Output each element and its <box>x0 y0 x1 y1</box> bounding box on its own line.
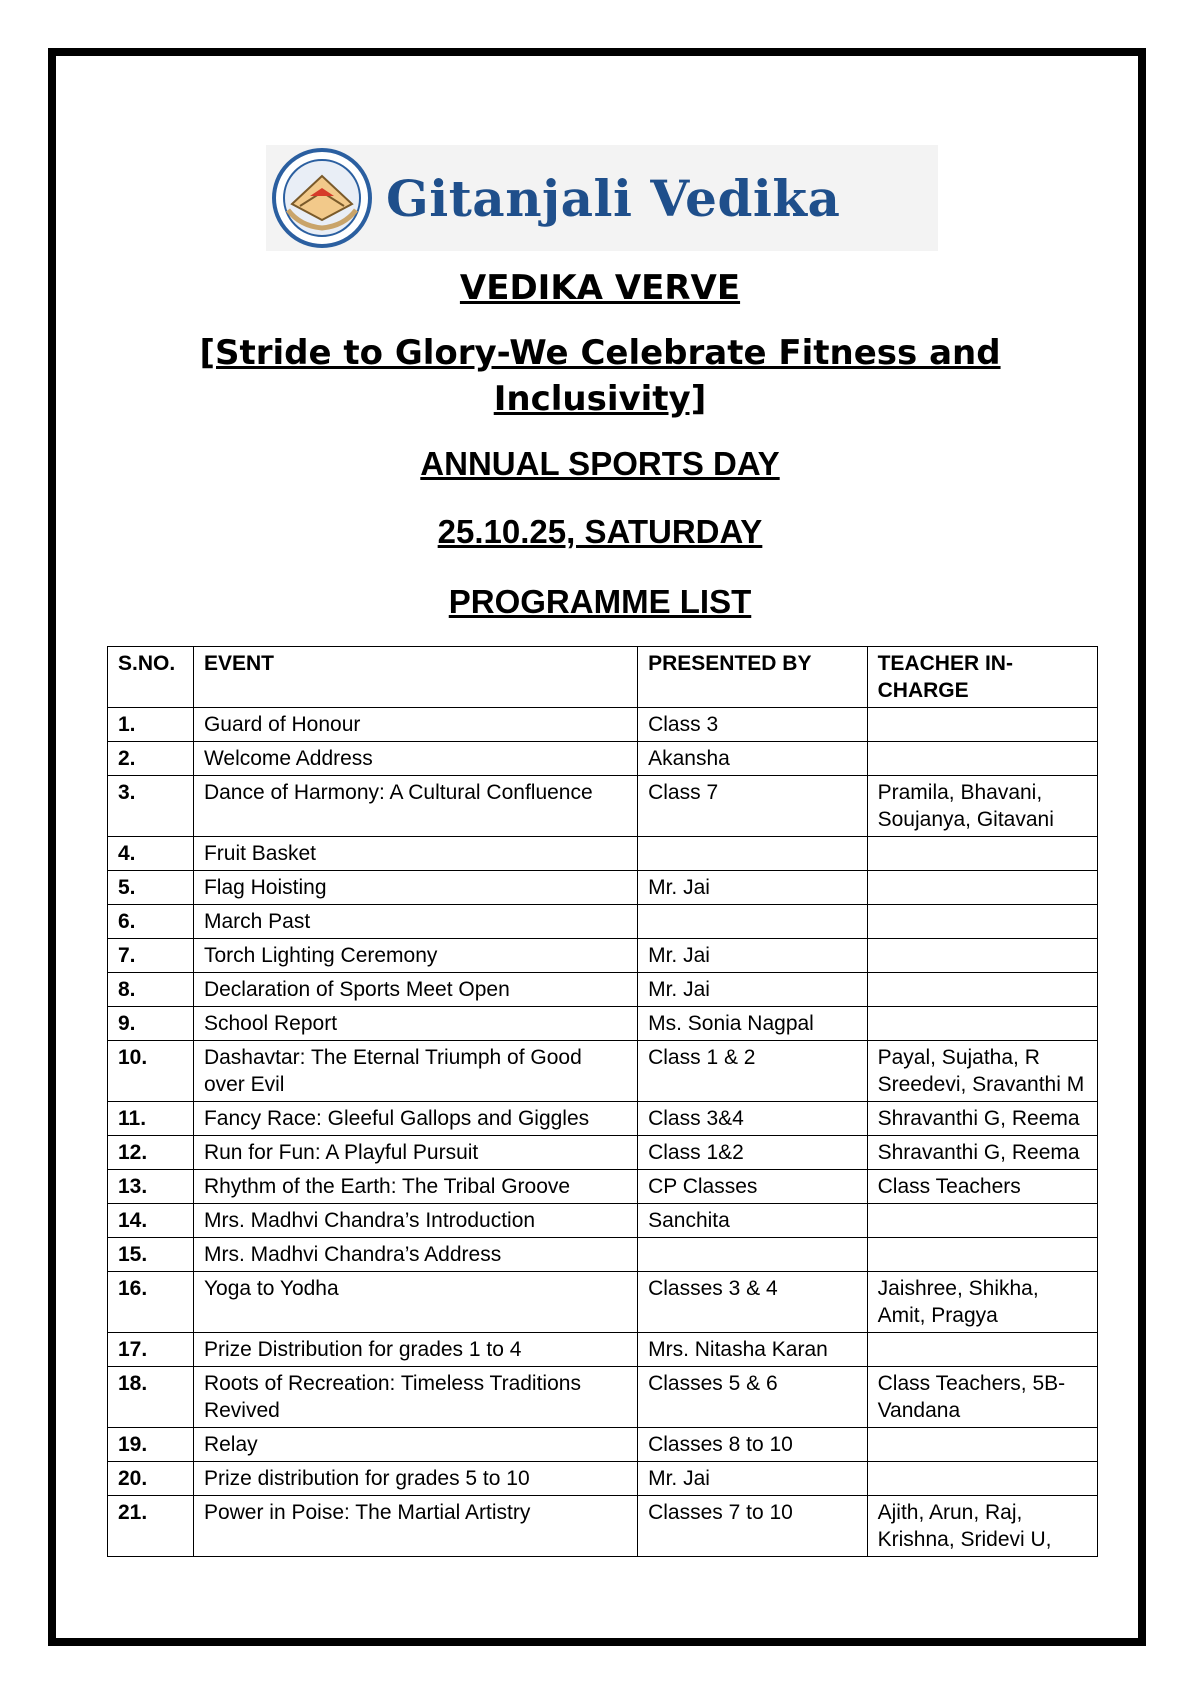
cell-teacher <box>867 708 1097 742</box>
table-row <box>108 1272 1098 1333</box>
cell-teacher <box>867 905 1097 939</box>
table-row <box>108 1170 1098 1204</box>
cell-event: Torch Lighting Ceremony <box>193 939 637 973</box>
cell-presented-by: Mr. Jai <box>638 939 868 973</box>
table-body <box>108 708 1098 1557</box>
cell-teacher <box>867 742 1097 776</box>
cell-presented-by: Classes 5 & 6 <box>638 1367 868 1428</box>
header-teacher: TEACHER IN-CHARGE <box>867 647 1097 708</box>
cell-sno: 16. <box>108 1272 194 1333</box>
cell-sno: 21. <box>108 1496 194 1557</box>
cell-teacher: Pramila, Bhavani, Soujanya, Gitavani <box>867 776 1097 837</box>
table-row <box>108 1496 1098 1557</box>
table-row <box>108 708 1098 742</box>
table-row <box>108 871 1098 905</box>
cell-sno: 8. <box>108 973 194 1007</box>
table-row <box>108 1333 1098 1367</box>
table-row <box>108 742 1098 776</box>
cell-event: Fruit Basket <box>193 837 637 871</box>
cell-sno: 11. <box>108 1102 194 1136</box>
cell-teacher: Payal, Sujatha, R Sreedevi, Sravanthi M <box>867 1041 1097 1102</box>
cell-presented-by: Mr. Jai <box>638 871 868 905</box>
cell-event: Dashavtar: The Eternal Triumph of Good over Evil <box>193 1041 637 1102</box>
table-row <box>108 939 1098 973</box>
table-row <box>108 837 1098 871</box>
cell-teacher <box>867 1333 1097 1367</box>
cell-teacher <box>867 1462 1097 1496</box>
event-name: ANNUAL SPORTS DAY <box>420 445 780 482</box>
page-title: VEDIKA VERVE <box>459 268 741 308</box>
cell-teacher <box>867 973 1097 1007</box>
cell-teacher <box>867 871 1097 905</box>
cell-presented-by: Ms. Sonia Nagpal <box>638 1007 868 1041</box>
table-row <box>108 905 1098 939</box>
cell-event: Rhythm of the Earth: The Tribal Groove <box>193 1170 637 1204</box>
header-sno: S.NO. <box>108 647 194 708</box>
table-row <box>108 776 1098 837</box>
table-row <box>108 1041 1098 1102</box>
cell-teacher <box>867 939 1097 973</box>
cell-event: Yoga to Yodha <box>193 1272 637 1333</box>
list-heading: PROGRAMME LIST <box>448 583 752 620</box>
school-logo <box>266 145 938 251</box>
cell-sno: 18. <box>108 1367 194 1428</box>
cell-sno: 10. <box>108 1041 194 1102</box>
cell-event: Relay <box>193 1428 637 1462</box>
cell-teacher: Shravanthi G, Reema <box>867 1136 1097 1170</box>
cell-teacher <box>867 1007 1097 1041</box>
cell-presented-by: Mr. Jai <box>638 1462 868 1496</box>
cell-event: Run for Fun: A Playful Pursuit <box>193 1136 637 1170</box>
table-row <box>108 1102 1098 1136</box>
logo-wordmark: Gitanjali Vedika <box>386 168 841 228</box>
cell-presented-by: Mrs. Nitasha Karan <box>638 1333 868 1367</box>
cell-sno: 19. <box>108 1428 194 1462</box>
page-tagline: [Stride to Glory-We Celebrate Fitness and Inclusivity] <box>199 333 1001 419</box>
header-event: EVENT <box>193 647 637 708</box>
cell-presented-by: Mr. Jai <box>638 973 868 1007</box>
cell-teacher <box>867 1428 1097 1462</box>
cell-teacher: Class Teachers, 5B-Vandana <box>867 1367 1097 1428</box>
cell-presented-by: Sanchita <box>638 1204 868 1238</box>
header-presented-by: PRESENTED BY <box>638 647 868 708</box>
table-header-row <box>108 647 1098 708</box>
cell-event: Prize distribution for grades 5 to 10 <box>193 1462 637 1496</box>
cell-event: School Report <box>193 1007 637 1041</box>
cell-presented-by: Class 3&4 <box>638 1102 868 1136</box>
table-row <box>108 1428 1098 1462</box>
cell-event: Guard of Honour <box>193 708 637 742</box>
table-row <box>108 1462 1098 1496</box>
cell-sno: 13. <box>108 1170 194 1204</box>
cell-presented-by: Class 1&2 <box>638 1136 868 1170</box>
cell-event: Declaration of Sports Meet Open <box>193 973 637 1007</box>
table-row <box>108 1204 1098 1238</box>
cell-event: Mrs. Madhvi Chandra’s Introduction <box>193 1204 637 1238</box>
cell-sno: 3. <box>108 776 194 837</box>
cell-sno: 12. <box>108 1136 194 1170</box>
table-row <box>108 1136 1098 1170</box>
cell-event: Roots of Recreation: Timeless Traditions Revived <box>193 1367 637 1428</box>
cell-presented-by: Class 7 <box>638 776 868 837</box>
cell-event: Fancy Race: Gleeful Gallops and Giggles <box>193 1102 637 1136</box>
cell-sno: 2. <box>108 742 194 776</box>
table-row <box>108 1007 1098 1041</box>
cell-sno: 7. <box>108 939 194 973</box>
cell-event: Welcome Address <box>193 742 637 776</box>
cell-sno: 4. <box>108 837 194 871</box>
cell-sno: 1. <box>108 708 194 742</box>
cell-event: Mrs. Madhvi Chandra’s Address <box>193 1238 637 1272</box>
cell-event: March Past <box>193 905 637 939</box>
cell-presented-by: Classes 7 to 10 <box>638 1496 868 1557</box>
table-row <box>108 1238 1098 1272</box>
event-date: 25.10.25, SATURDAY <box>437 513 763 550</box>
cell-presented-by: Class 1 & 2 <box>638 1041 868 1102</box>
cell-presented-by: CP Classes <box>638 1170 868 1204</box>
cell-teacher: Shravanthi G, Reema <box>867 1102 1097 1136</box>
cell-teacher <box>867 1238 1097 1272</box>
cell-event: Flag Hoisting <box>193 871 637 905</box>
cell-sno: 17. <box>108 1333 194 1367</box>
cell-sno: 9. <box>108 1007 194 1041</box>
cell-presented-by: Akansha <box>638 742 868 776</box>
cell-teacher <box>867 1204 1097 1238</box>
cell-presented-by <box>638 905 868 939</box>
table-row <box>108 1367 1098 1428</box>
cell-presented-by: Classes 8 to 10 <box>638 1428 868 1462</box>
cell-presented-by: Class 3 <box>638 708 868 742</box>
cell-teacher: Ajith, Arun, Raj, Krishna, Sridevi U, <box>867 1496 1097 1557</box>
cell-event: Power in Poise: The Martial Artistry <box>193 1496 637 1557</box>
cell-event: Prize Distribution for grades 1 to 4 <box>193 1333 637 1367</box>
cell-sno: 5. <box>108 871 194 905</box>
cell-sno: 15. <box>108 1238 194 1272</box>
cell-sno: 6. <box>108 905 194 939</box>
cell-event: Dance of Harmony: A Cultural Confluence <box>193 776 637 837</box>
cell-teacher <box>867 837 1097 871</box>
cell-sno: 20. <box>108 1462 194 1496</box>
cell-sno: 14. <box>108 1204 194 1238</box>
cell-presented-by: Classes 3 & 4 <box>638 1272 868 1333</box>
cell-teacher: Class Teachers <box>867 1170 1097 1204</box>
programme-table <box>107 646 1098 1557</box>
logo-emblem-icon <box>270 146 374 250</box>
cell-presented-by <box>638 1238 868 1272</box>
cell-presented-by <box>638 837 868 871</box>
cell-teacher: Jaishree, Shikha, Amit, Pragya <box>867 1272 1097 1333</box>
table-row <box>108 973 1098 1007</box>
